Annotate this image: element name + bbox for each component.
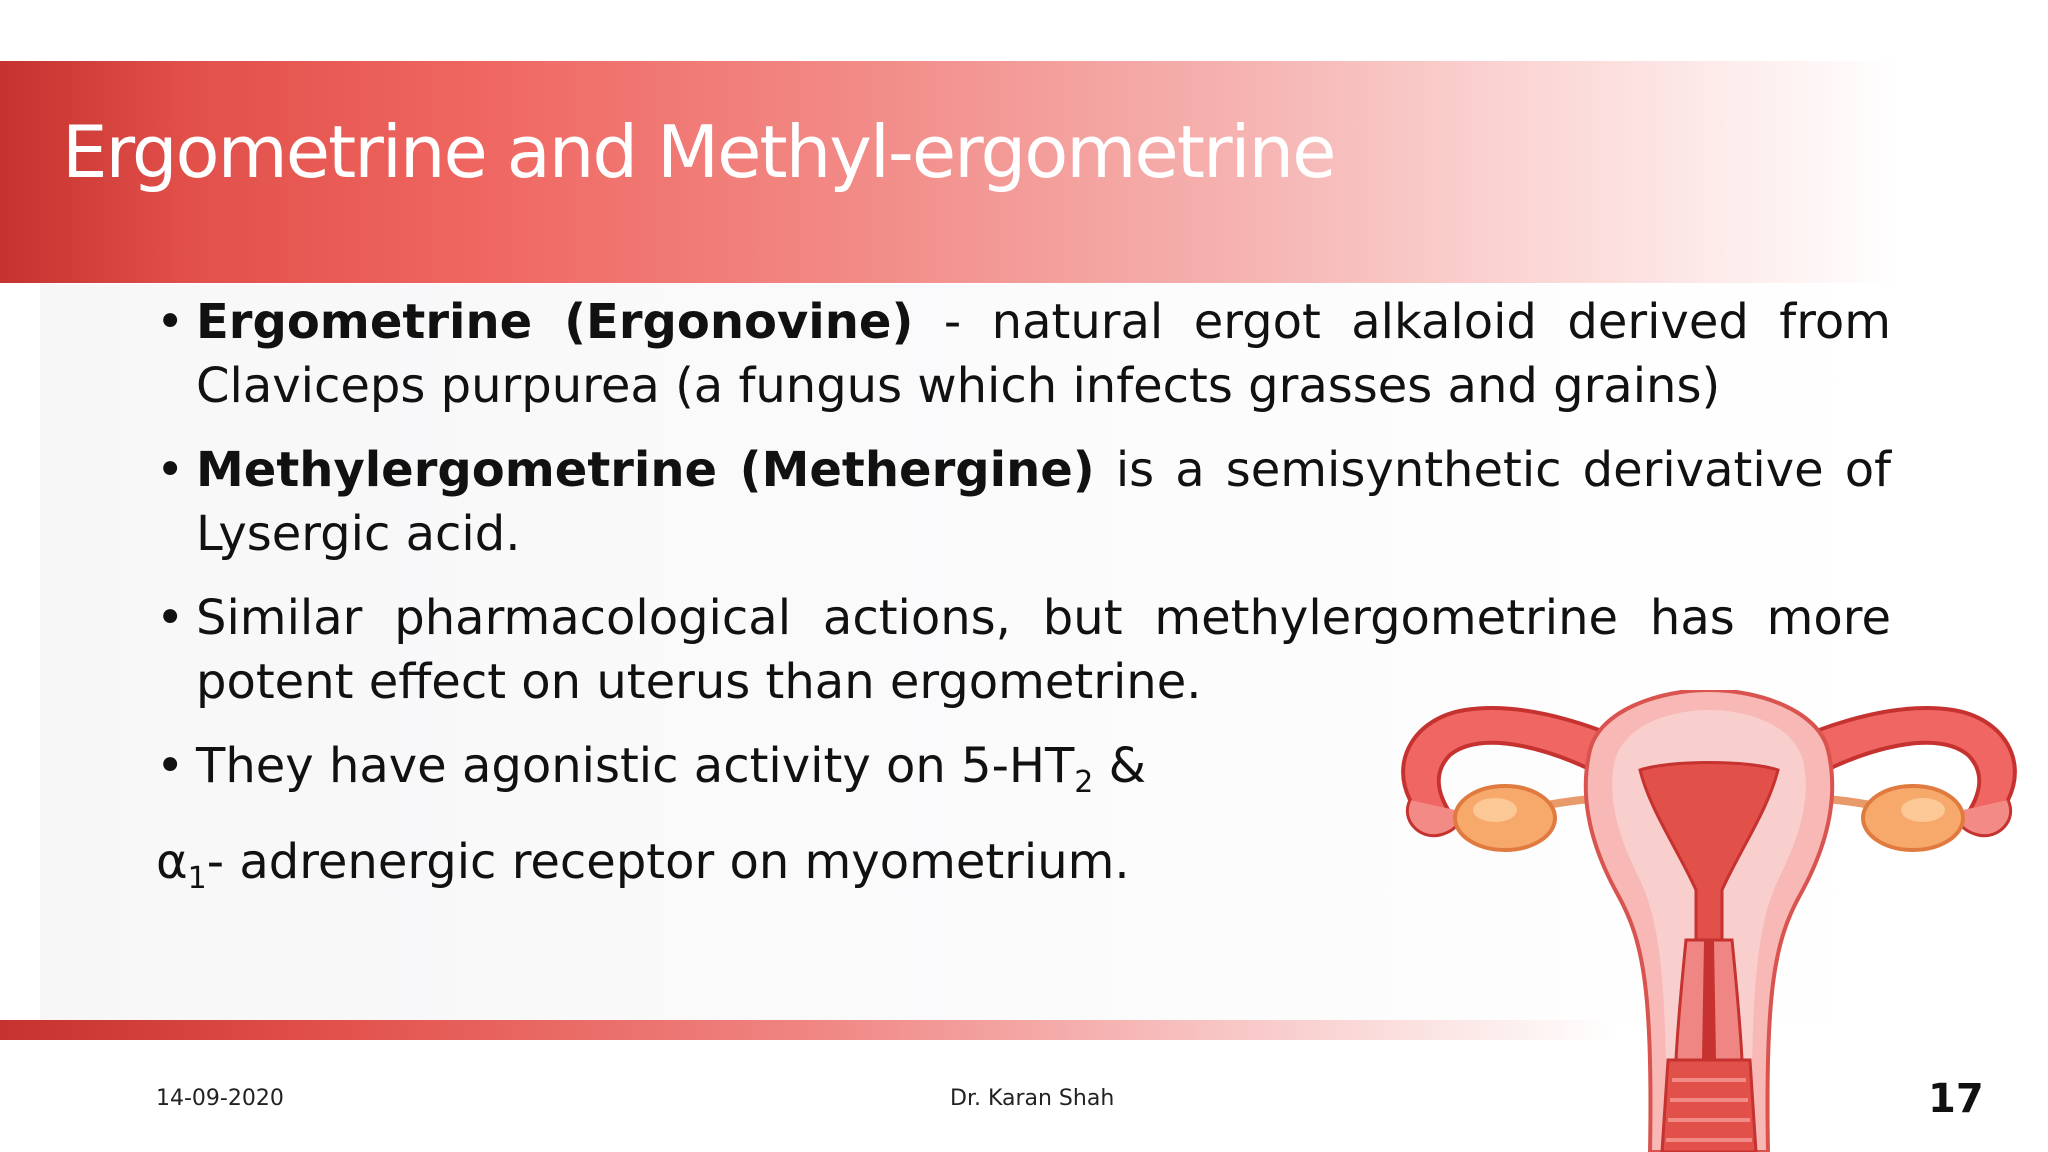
alpha-symbol: α xyxy=(156,834,188,890)
left-fimbria xyxy=(1407,800,1460,836)
bullet-text: - natural ergot alkaloid derived from Claviceps purpurea (a fungus which infects grasses and grains) xyxy=(196,294,1892,414)
bullet-term: Ergometrine (Ergonovine) xyxy=(196,294,914,350)
bullet-dot: • xyxy=(156,294,185,350)
footer-date: 14-09-2020 xyxy=(156,1086,284,1111)
bullet-text: Similar pharmacological actions, but methylergometrine has more potent effect on uterus than ergometrine. xyxy=(196,590,1891,710)
right-fimbria xyxy=(1958,800,2011,836)
subscript: 2 xyxy=(1074,765,1094,800)
subscript: 1 xyxy=(187,861,207,896)
bullet-dot: • xyxy=(156,590,185,646)
continuation-line xyxy=(156,830,1130,894)
right-ovary-highlight xyxy=(1901,798,1945,822)
bullet-text-after: & xyxy=(1093,738,1147,794)
left-ovary-highlight xyxy=(1473,798,1517,822)
footer-author: Dr. Karan Shah xyxy=(950,1086,1115,1111)
bullet-item xyxy=(156,290,1891,418)
bullet-item xyxy=(156,438,1891,566)
continuation-text: - adrenergic receptor on myometrium. xyxy=(206,834,1130,890)
page-number: 17 xyxy=(1928,1076,1984,1122)
bullet-text: is a semisynthetic derivative of Lysergic acid. xyxy=(196,442,1891,562)
bullet-term: Methylergometrine (Methergine) xyxy=(196,442,1095,498)
bullet-text: They have agonistic activity on 5-HT xyxy=(196,738,1075,794)
slide-title: Ergometrine and Methyl-ergometrine xyxy=(62,110,1335,194)
bullet-dot: • xyxy=(156,442,185,498)
cervical-canal xyxy=(1702,940,1716,1060)
bullet-dot: • xyxy=(156,738,185,794)
